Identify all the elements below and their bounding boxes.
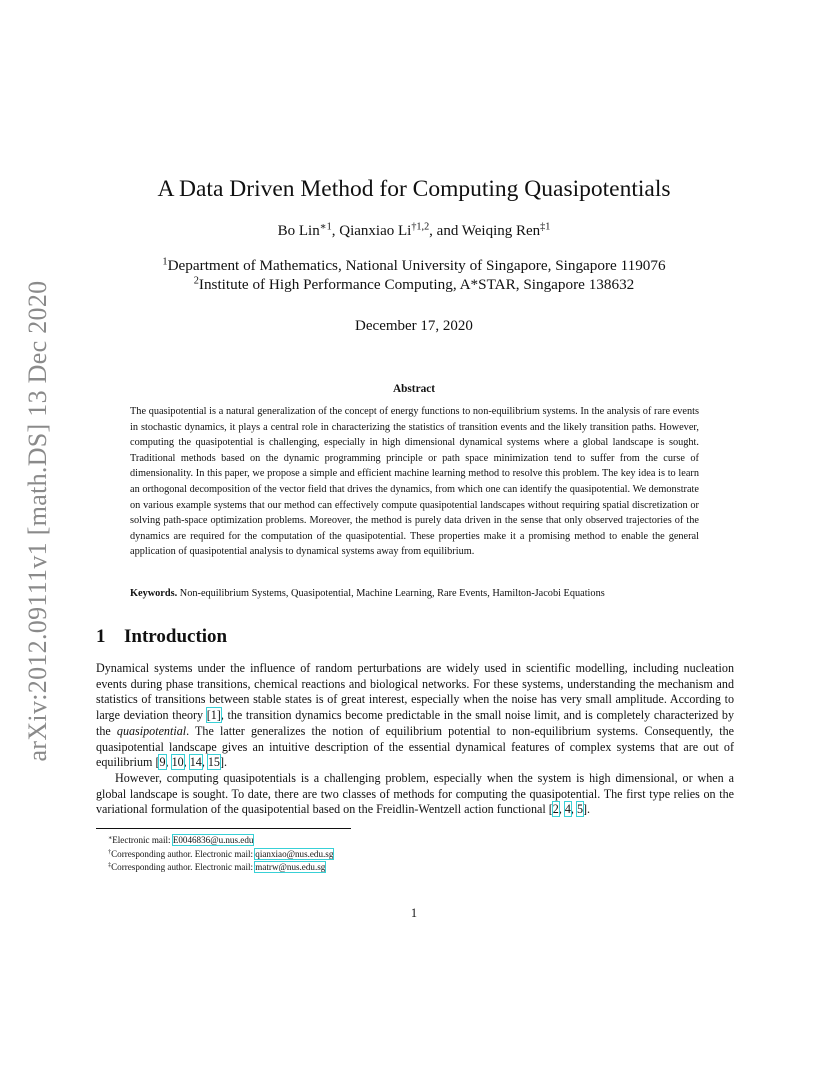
paper-date: December 17, 2020 <box>355 318 473 334</box>
affiliation: $^1$Department of Mathematics, National University of Singapore, Singapore 119076 <box>162 256 666 274</box>
paragraph: Dynamical systems under the influence of random perturbations are widely used in scientific modelling, including nucleation events during phase transitions, chemical reactions and biological networks. For these systems, understanding the mechanism and statistics of transitions between stable states is of great interest, especially when the noise has very small amplitude. According to large deviation theory [1], the transition dynamics become predictable in the small noise limit, and is completely characterized by the quasipotential. The latter generalizes the notion of equilibrium potential to non-equilibrium systems. Consequently, the quasipotential landscape gives an intuitive description of the essential dynamical features of complex systems that are out of equilibrium [9, 10, 14, 15]. <box>96 661 734 770</box>
affiliation: $^2$Institute of High Performance Computing, A*STAR, Singapore 138632 <box>193 275 635 293</box>
arxiv-side-label: arXiv:2012.09111v1 [math.DS] 13 Dec 2020 <box>23 280 52 761</box>
footnote: ∗Electronic mail: E0046836@u.nus.edu <box>108 834 254 845</box>
email-link[interactable]: matrw@nus.edu.sg <box>255 862 326 872</box>
author-mark: †1,2 <box>411 221 430 233</box>
citation-link[interactable]: 10 <box>171 755 184 770</box>
section-heading <box>96 626 227 648</box>
email-link[interactable]: E0046836@u.nus.edu <box>172 835 254 845</box>
author-name: Qianxiao Li <box>339 223 412 239</box>
author-mark: ‡1 <box>540 221 551 233</box>
footnote: ‡Corresponding author. Electronic mail: matrw@nus.edu.sg <box>108 861 326 872</box>
footnote: †Corresponding author. Electronic mail: qianxiao@nus.edu.sg <box>108 848 334 859</box>
body-text <box>96 661 734 818</box>
author-name: Bo Lin <box>277 223 320 239</box>
citation-link[interactable]: 5 <box>576 802 584 817</box>
author-mark: ∗1 <box>319 221 332 233</box>
section-title: Introduction <box>124 626 228 647</box>
email-link[interactable]: qianxiao@nus.edu.sg <box>255 849 334 859</box>
paragraph: However, computing quasipotentials is a challenging problem, especially when the system is high dimensional, or when a global landscape is sought. To date, there are two classes of methods for computing the quasipotential. The first type relies on the variational formulation of the quasipotential based on the Freidlin-Wentzell action functional [2, 4, 5]. <box>96 770 734 817</box>
keywords-text: Non-equilibrium Systems, Quasipotential, Machine Learning, Rare Events, Hamilton-Jacobi Equations <box>179 588 605 599</box>
keywords <box>130 588 699 599</box>
citation-link[interactable]: 14 <box>189 755 202 770</box>
page-number: 1 <box>410 906 418 920</box>
section-number: 1 <box>96 626 106 647</box>
citation-link[interactable]: 2 <box>552 802 559 817</box>
author-name: Weiqing Ren <box>461 223 541 239</box>
citation-link[interactable]: 9 <box>159 755 166 770</box>
keywords-label: Keywords. <box>130 588 178 599</box>
author-list: Bo Lin$^{∗1}$, Qianxiao Li$^{\dagger 1,2}$, and Weiqing Ren$^{\ddagger 1}$ <box>277 221 551 239</box>
abstract-text: The quasipotential is a natural generalization of the concept of energy functions to non-equilibrium systems. In the analysis of rare events in stochastic dynamics, it plays a central role in characterizing the statistics of transition events and the likely transition paths. However, computing the quasipotential is challenging, especially in high dimensional dynamical systems where a global landscape is sought. Traditional methods based on the dynamic programming principle or path space minimization tend to suffer from the curse of dimensionality. In this paper, we propose a simple and efficient machine learning method to resolve this problem. The key idea is to learn an orthogonal decomposition of the vector field that drives the dynamics, from which one can identify the quasipotential. We demonstrate on various example systems that our method can effectively compute quasipotential landscapes without requiring spatial discretization or solving path-space optimization problems. Moreover, the method is purely data driven in the sense that only observed trajectories of the dynamics are required for the computation of the quasipotential. These properties make it a promising method to enable the general application of quasipotential analysis to dynamical systems away from equilibrium. <box>130 406 699 558</box>
footnote-rule <box>96 828 351 829</box>
citation-link[interactable]: [1] <box>206 708 221 723</box>
paper-title: A Data Driven Method for Computing Quasipotentials <box>157 176 671 202</box>
citation-link[interactable]: 4 <box>564 802 571 817</box>
abstract-heading: Abstract <box>392 383 436 395</box>
citation-link[interactable]: 15 <box>207 755 220 770</box>
